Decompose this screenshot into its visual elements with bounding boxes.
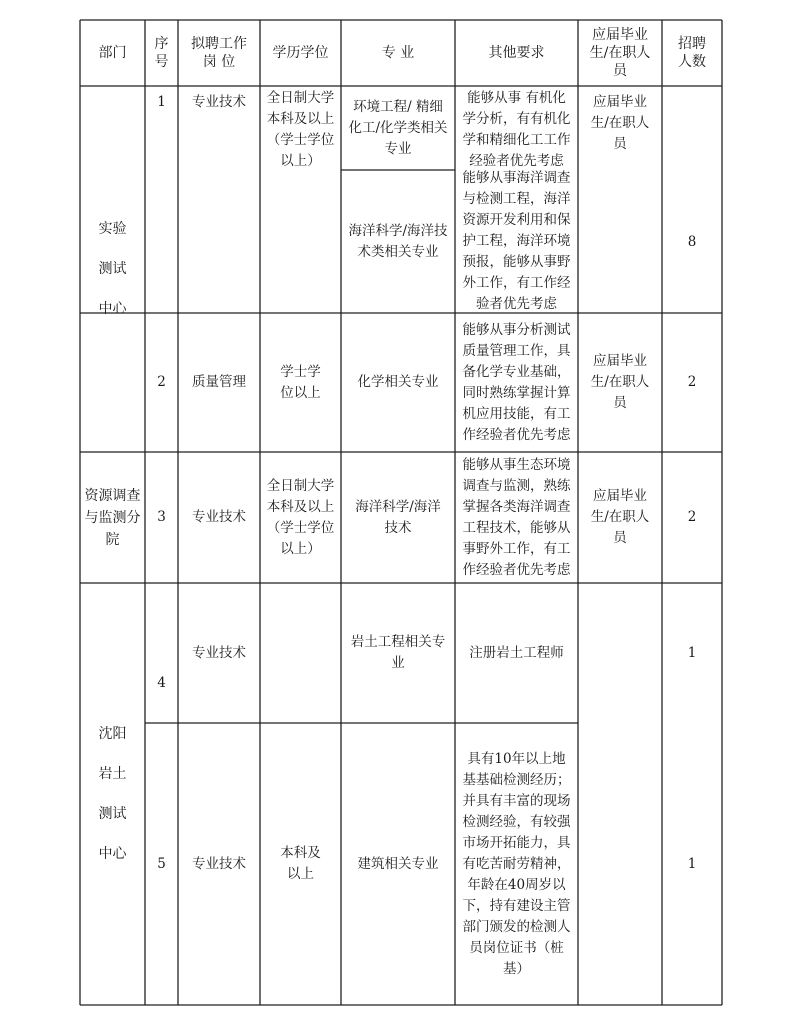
other-requirements-cell: 能够从事 有机化学分析，有有机化学和精细化工工作经验者优先考虑 (462, 90, 571, 169)
index-cell: 4 (157, 674, 166, 691)
other-requirements-cell: 具有10年以上地基基础检测经历；并具有丰富的现场检测经验，有较强市场开拓能力，具有吃苦耐劳精神，年龄在40周岁以下，持有建设主管部门颁发的检测人员岗位证书（桩基） (462, 750, 571, 977)
header-candidate-status: 应届毕业生/在职人员 (589, 27, 651, 79)
header-education: 学历学位 (272, 45, 329, 61)
other-requirements-cell: 注册岩土工程师 (469, 644, 564, 661)
position-cell: 专业技术 (192, 94, 246, 110)
header-other-requirements: 其他要求 (488, 45, 545, 61)
other-requirements-cell: 能够从事分析测试质量管理工作，具备化学专业基础，同时熟练掌握计算机应用技能，有工作经验者优先考虑 (462, 321, 571, 443)
candidate-status-cell: 应届毕业生/在职人员 (590, 488, 650, 546)
candidate-status-cell (578, 583, 662, 723)
header-department: 部门 (98, 45, 127, 61)
education-cell: 全日制大学本科及以上（学士学位以上） (266, 90, 335, 169)
header-hiring-count: 招聘人数 (678, 36, 706, 70)
major-cell: 化学相关专业 (357, 374, 439, 390)
index-cell: 2 (157, 374, 166, 390)
hiring-count-cell: 1 (687, 855, 697, 872)
header-index: 序号 (154, 36, 169, 70)
index-cell: 1 (157, 94, 166, 110)
education-cell: 本科及以上 (280, 845, 321, 882)
department-cell: 沈阳岩土测试中心 (98, 726, 127, 862)
candidate-status-cell: 应届毕业生/在职人员 (590, 353, 650, 411)
hiring-count-cell: 8 (687, 234, 697, 250)
header-position: 拟聘工作岗 位 (191, 36, 247, 70)
header-major: 专 业 (381, 45, 415, 61)
index-cell: 3 (157, 509, 166, 525)
hiring-count-cell: 1 (687, 644, 697, 661)
department-cell: 资源调查与监测分院 (84, 487, 141, 548)
other-requirements-cell: 能够从事生态环境调查与监测，熟练掌握各类海洋调查工程技术，能够从事野外工作，有工作经验者优先考虑 (462, 456, 571, 578)
major-cell: 环境工程/ 精细化工/化学类相关专业 (348, 98, 448, 157)
other-requirements-cell: 能够从事海洋调查与检测工程，海洋资源开发利用和保护工程，海洋环境预报，能够从事野外工作，有工作经验者优先考虑 (462, 170, 571, 312)
candidate-status-cell: 应届毕业生/在职人员 (590, 94, 650, 152)
major-cell: 岩土工程相关专业 (350, 634, 446, 671)
hiring-count-cell: 2 (687, 374, 697, 390)
position-cell: 质量管理 (192, 374, 246, 390)
hiring-count-cell: 2 (687, 509, 697, 525)
index-cell: 5 (157, 855, 166, 872)
candidate-status-cell (578, 723, 662, 1005)
position-cell: 专业技术 (192, 644, 246, 661)
department-cell: 实验测试中心 (98, 221, 127, 317)
major-cell: 建筑相关专业 (357, 855, 439, 872)
education-cell: 学士学位以上 (280, 363, 321, 401)
education-cell: 全日制大学本科及以上（学士学位以上） (266, 477, 335, 557)
education-cell (260, 583, 341, 723)
major-cell: 海洋科学/海洋技术 (355, 498, 441, 536)
position-cell: 专业技术 (192, 855, 246, 872)
major-cell: 海洋科学/海洋技术类相关专业 (348, 222, 448, 260)
position-cell: 专业技术 (192, 509, 246, 525)
